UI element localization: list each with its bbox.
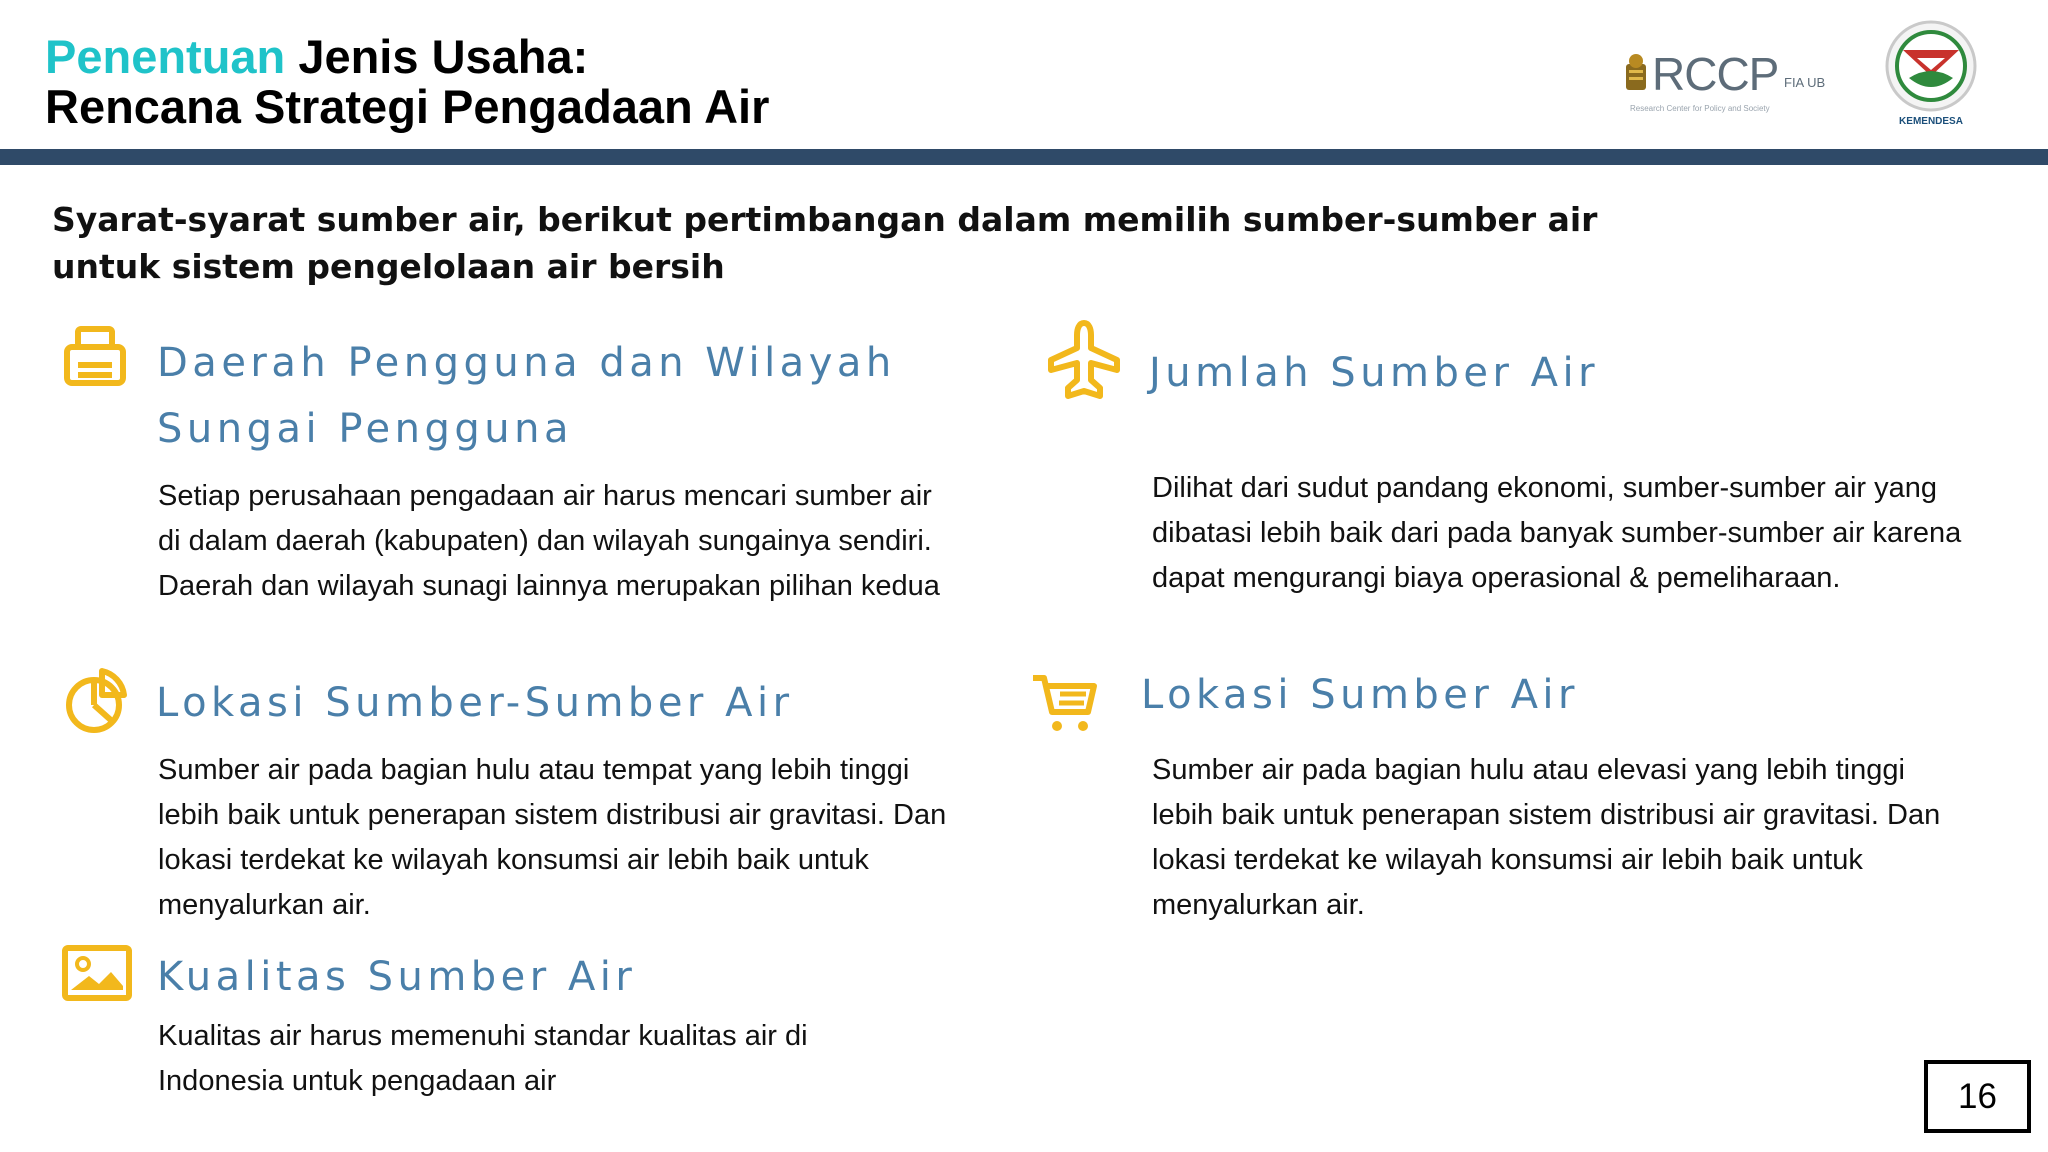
pie-chart-icon: [64, 667, 128, 735]
section-body-kualitas: Kualitas air harus memenuhi standar kualitas air di Indonesia untuk pengadaan air: [158, 1020, 808, 1097]
rccp-logo-text: RCCP: [1652, 48, 1779, 100]
section-body-daerah: Setiap perusahaan pengadaan air harus mencari sumber air di dalam daerah (kabupaten) dan wilayah sungainya sendiri. Daerah dan wilayah sunagi lainnya merupakan pilihan kedua: [158, 480, 940, 602]
printer-icon: [64, 326, 126, 388]
section-body-lokasi-sumber-sumber: Sumber air pada bagian hulu atau tempat yang lebih tinggi lebih baik untuk penerapan sistem distribusi air gravitasi. Dan lokasi terdekat ke wilayah konsumsi air lebih baik untuk menyalurkan air.: [158, 754, 947, 921]
section-title-kualitas: Kualitas Sumber Air: [157, 954, 637, 1000]
crest-icon: [1622, 52, 1650, 96]
title-accent-word: Penentuan: [45, 30, 286, 83]
section-title-lokasi: Lokasi Sumber Air: [1141, 672, 1579, 718]
section-title-jumlah: Jumlah Sumber Air: [1149, 350, 1600, 396]
shopping-cart-icon: [1030, 672, 1098, 736]
rccp-logo-tagline: Research Center for Policy and Society: [1630, 104, 1770, 113]
rccp-logo-sub: FIA UB: [1784, 75, 1826, 90]
kemendesa-emblem-icon: [1876, 20, 1986, 116]
section-title-lokasi-sumber-sumber: Lokasi Sumber-Sumber Air: [156, 680, 794, 726]
airplane-icon: [1046, 318, 1122, 402]
image-icon: [62, 945, 132, 1001]
section-title-daerah-line2: Sungai Pengguna: [157, 406, 573, 452]
section-body-lokasi: Sumber air pada bagian hulu atau elevasi yang lebih tinggi lebih baik untuk penerapan sistem distribusi air gravitasi. Dan lokasi terdekat ke wilayah konsumsi air lebih baik untuk menyalurkan air.: [1152, 754, 1941, 921]
title-line-2: Rencana Strategi Pengadaan Air: [45, 80, 770, 133]
kemendesa-logo-text: KEMENDESA: [1899, 116, 1963, 127]
kemendesa-logo: [1876, 20, 1986, 132]
title-rest: Jenis Usaha:: [285, 30, 589, 83]
page-number: 16: [1924, 1060, 2031, 1133]
header-divider-bar: [0, 149, 2048, 165]
section-title-daerah-line1: Daerah Pengguna dan Wilayah: [157, 340, 896, 386]
section-title-daerah: [157, 330, 896, 462]
slide-title: [45, 32, 769, 132]
rccp-logo: [1622, 48, 1846, 120]
title-line-1: [45, 32, 769, 82]
intro-text: Syarat-syarat sumber air, berikut pertimbangan dalam memilih sumber-sumber air untuk sistem pengelolaan air bersih: [52, 200, 1598, 286]
section-body-jumlah: Dilihat dari sudut pandang ekonomi, sumber-sumber air yang dibatasi lebih baik dari pada banyak sumber-sumber air karena dapat mengurangi biaya operasional & pemeliharaan.: [1152, 472, 1962, 594]
